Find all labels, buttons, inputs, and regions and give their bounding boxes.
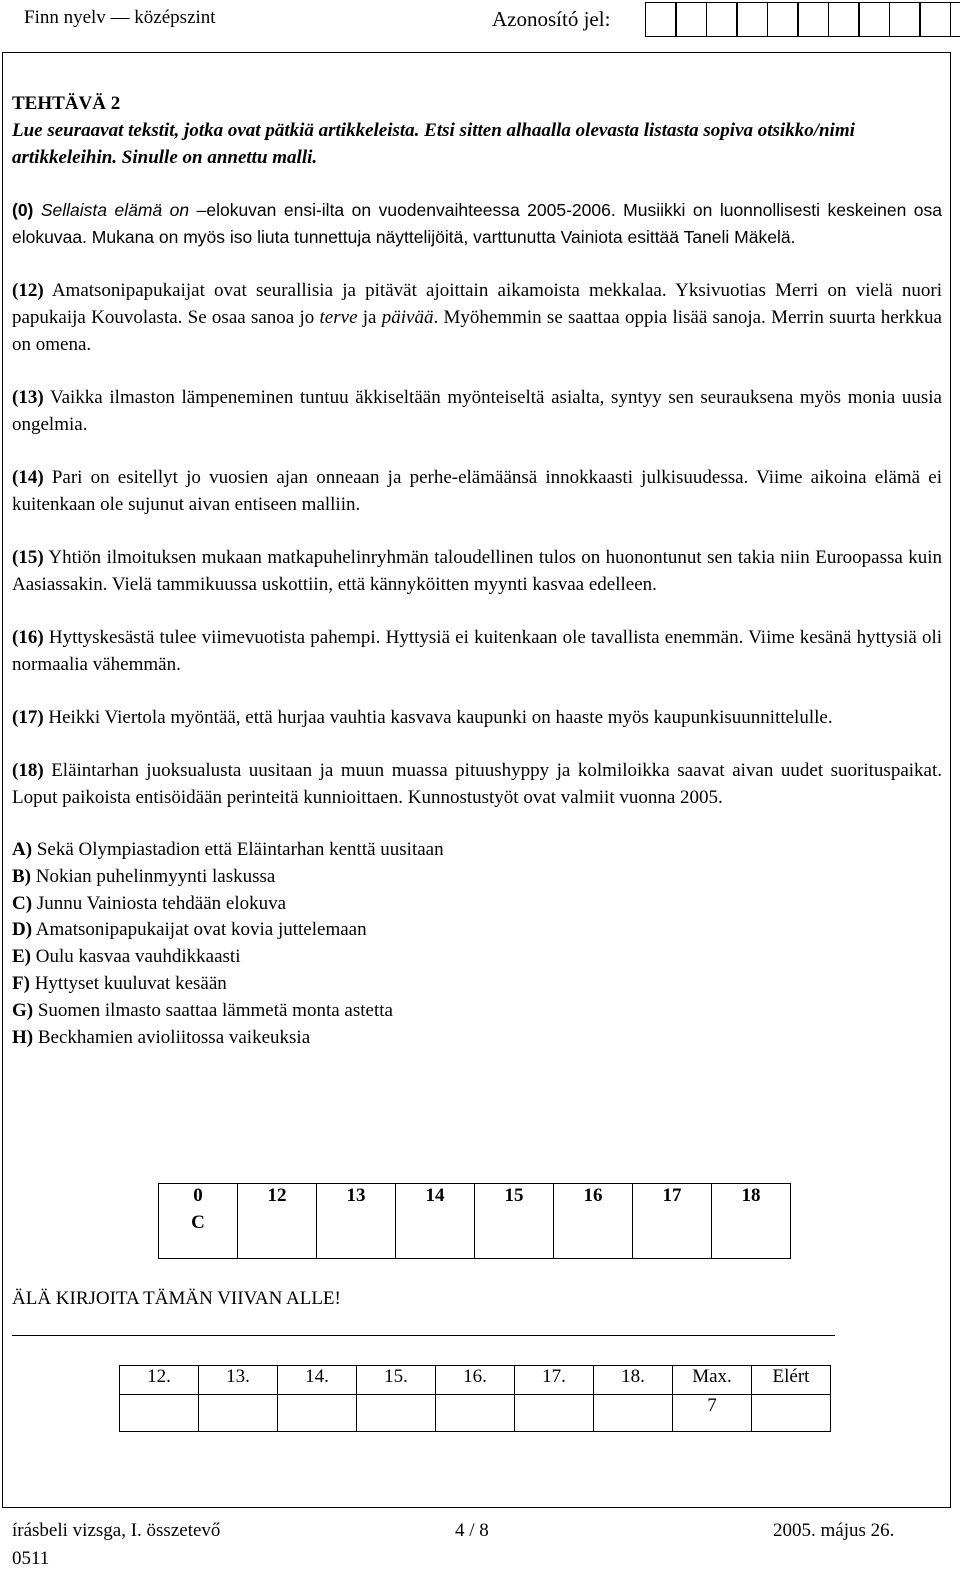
do-not-write-notice: ÄLÄ KIRJOITA TÄMÄN VIIVAN ALLE! xyxy=(12,1288,341,1309)
id-digit-box[interactable] xyxy=(858,2,890,37)
id-digit-box[interactable] xyxy=(736,2,768,37)
divider-line xyxy=(12,1335,835,1336)
paragraph-0: (0) Sellaista elämä on –elokuvan ensi-ilta on vuodenvaihteessa 2005-2006. Musiikki on luonnollisesti keskeinen osa elokuvaa. Mukana on myös iso liuta tunnettuja näyttelijöitä, varttunutta Vainiota esittää Taneli Mäkelä. xyxy=(12,200,943,247)
paragraph-16: (16) Hyttyskesästä tulee viimevuotista pahempi. Hyttysiä ei kuitenkaan ole tavallista enemmän. Viime kesänä hyttysiä oli normaalia vähemmän. xyxy=(12,627,943,675)
answer-header: 16 xyxy=(554,1184,633,1213)
option-d: D) Amatsonipapukaijat ovat kovia juttelemaan xyxy=(12,919,367,941)
score-header: 13. xyxy=(199,1366,278,1395)
id-digit-box[interactable] xyxy=(645,2,677,37)
id-digit-box[interactable] xyxy=(767,2,799,37)
answer-cell[interactable] xyxy=(712,1212,791,1259)
score-cell xyxy=(278,1395,357,1432)
id-digit-box[interactable] xyxy=(675,2,707,37)
id-boxes xyxy=(646,2,960,37)
answer-header: 13 xyxy=(317,1184,396,1213)
score-header: 18. xyxy=(594,1366,673,1395)
id-digit-box[interactable] xyxy=(950,2,960,37)
answer-header: 17 xyxy=(633,1184,712,1213)
footer-page: 4 / 8 xyxy=(455,1520,489,1541)
paragraph-14: (14) Pari on esitellyt jo vuosien ajan onneaan ja perhe-elämäänsä innokkaasti julkisuudessa. Viime aikoina elämä ei kuitenkaan ole sujunut aivan entiseen malliin. xyxy=(12,467,943,515)
score-header: 12. xyxy=(120,1366,199,1395)
score-cell xyxy=(357,1395,436,1432)
paragraph-15: (15) Yhtiön ilmoituksen mukaan matkapuhelinryhmän taloudellinen tulos on huonontunut sen takia niin Euroopassa kuin Aasiassakin. Vielä tammikuussa uskottiin, että kännyköitten myynti kasvaa edelleen. xyxy=(12,547,943,595)
score-cell xyxy=(120,1395,199,1432)
paragraph-13: (13) Vaikka ilmaston lämpeneminen tuntuu äkkiseltään myönteiseltä asialta, syntyy sen seurauksena myös monia uusia ongelmia. xyxy=(12,387,942,435)
score-header: Max. xyxy=(673,1366,752,1395)
option-a: A) Sekä Olympiastadion että Eläintarhan kenttä uusitaan xyxy=(12,839,444,860)
answer-table xyxy=(158,1183,791,1259)
id-digit-box[interactable] xyxy=(706,2,738,37)
score-cell xyxy=(515,1395,594,1432)
score-header: Elért xyxy=(752,1366,831,1395)
footer-exam: írásbeli vizsga, I. összetevő xyxy=(12,1520,221,1541)
answer-cell: C xyxy=(159,1212,238,1259)
score-table xyxy=(119,1365,831,1432)
score-header: 17. xyxy=(515,1366,594,1395)
answer-cell[interactable] xyxy=(396,1212,475,1259)
id-digit-box[interactable] xyxy=(919,2,951,37)
option-e: E) Oulu kasvaa vauhdikkaasti xyxy=(12,946,241,968)
answer-header: 18 xyxy=(712,1184,791,1213)
score-header: 14. xyxy=(278,1366,357,1395)
option-b: B) Nokian puhelinmyynti laskussa xyxy=(12,865,276,887)
id-label: Azonosító jel: xyxy=(492,7,611,31)
score-header: 15. xyxy=(357,1366,436,1395)
option-g: G) Suomen ilmasto saattaa lämmetä monta astetta xyxy=(12,999,393,1021)
paragraph-18: (18) Eläintarhan juoksualusta uusitaan ja muun muassa pituushyppy ja kolmiloikka saavat aivan uudet suorituspaikat. Loput paikoista entisöidään perinteitä kunnioittaen. Kunnostustyöt ovat valmiit vuonna 2005. xyxy=(12,760,943,808)
answer-cell[interactable] xyxy=(238,1212,317,1259)
answer-header: 15 xyxy=(475,1184,554,1213)
options-list xyxy=(12,837,942,1051)
task-title: TEHTÄVÄ 2 xyxy=(12,93,121,114)
paragraph-17: (17) Heikki Viertola myöntää, että hurjaa vauhtia kasvava kaupunki on haaste myös kaupunkisuunnittelulle. xyxy=(12,707,833,728)
task-instruction: Lue seuraavat tekstit, jotka ovat pätkiä artikkeleista. Etsi sitten alhaalla olevasta listasta sopiva otsikko/nimi artikkeleihin. Sinulle on annettu malli. xyxy=(12,120,855,168)
score-header: 16. xyxy=(436,1366,515,1395)
option-f: F) Hyttyset kuuluvat kesään xyxy=(12,972,227,994)
answer-cell[interactable] xyxy=(475,1212,554,1259)
footer-date: 2005. május 26. xyxy=(773,1520,895,1541)
answer-header: 0 xyxy=(159,1184,238,1213)
option-h: H) Beckhamien avioliitossa vaikeuksia xyxy=(12,1026,311,1048)
id-digit-box[interactable] xyxy=(889,2,921,37)
footer-code: 0511 xyxy=(12,1548,50,1569)
score-cell xyxy=(436,1395,515,1432)
header-subject: Finn nyelv — középszint xyxy=(24,7,216,28)
paragraph-12: (12) Amatsonipapukaijat ovat seurallisia ja pitävät ajoittain aikamoista mekkalaa. Yksivuotias Merri on vielä nuori papukaija Kouvolasta. Se osaa sanoa jo terve ja päivää. Myöhemmin se saattaa oppia lisää sanoja. Merrin suurta herkkua on omena. xyxy=(12,280,943,355)
score-cell xyxy=(594,1395,673,1432)
id-digit-box[interactable] xyxy=(797,2,829,37)
id-digit-box[interactable] xyxy=(828,2,860,37)
answer-cell[interactable] xyxy=(317,1212,396,1259)
score-achieved xyxy=(752,1395,831,1432)
answer-header: 12 xyxy=(238,1184,317,1213)
answer-cell[interactable] xyxy=(554,1212,633,1259)
score-cell xyxy=(199,1395,278,1432)
answer-header: 14 xyxy=(396,1184,475,1213)
task-content xyxy=(12,90,942,1051)
score-max: 7 xyxy=(673,1395,752,1432)
answer-cell[interactable] xyxy=(633,1212,712,1259)
option-c: C) Junnu Vainiosta tehdään elokuva xyxy=(12,892,287,914)
